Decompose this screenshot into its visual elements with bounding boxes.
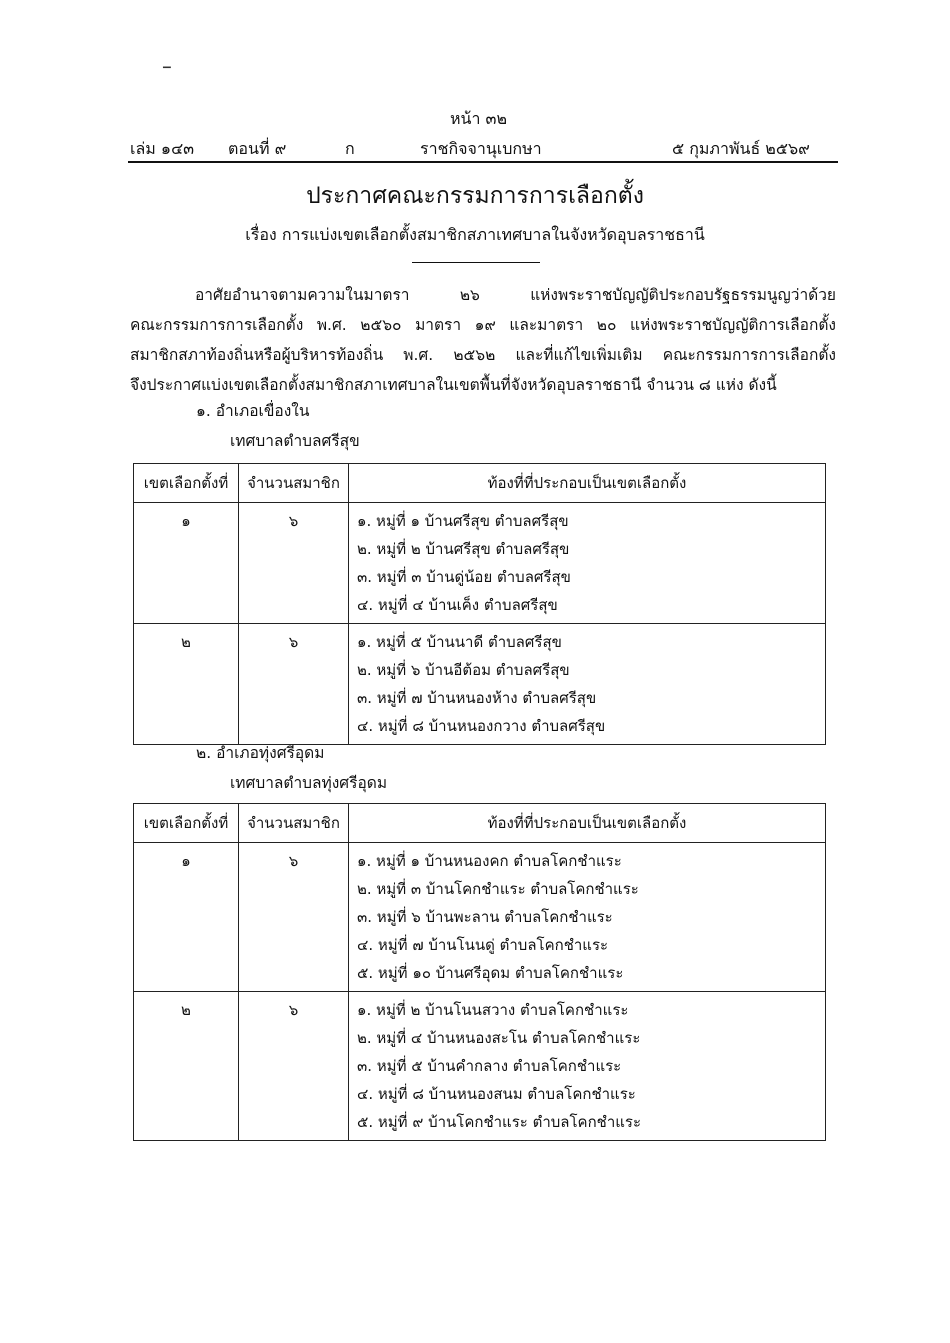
column-header: จำนวนสมาชิก [239,464,349,503]
zone-number: ๑ [134,843,239,992]
municipality-heading: เทศบาลตำบลศรีสุข [230,432,360,450]
preamble-line: อาศัยอำนาจตามความในมาตรา ๒๖ แห่งพระราชบัญญัติประกอบรัฐธรรมนูญว่าด้วย [195,286,836,304]
publication-date: ๕ กุมภาพันธ์ ๒๕๖๙ [672,139,810,158]
column-header: จำนวนสมาชิก [239,804,349,843]
district-heading: ๑. อำเภอเขื่องใน [196,402,310,420]
column-header: เขตเลือกตั้งที่ [134,804,239,843]
preamble-line: สมาชิกสภาท้องถิ่นหรือผู้บริหารท้องถิ่น พ.ศ. ๒๕๖๒ และที่แก้ไขเพิ่มเติม คณะกรรมการการเลือกตั้ง [130,346,836,364]
document-title: ประกาศคณะกรรมการการเลือกตั้ง [306,183,644,209]
place-item: ๑. หมู่ที่ ๑ บ้านหนองคก ตำบลโคกชำแระ [357,852,622,870]
member-count: ๖ [239,503,349,624]
place-item: ๑. หมู่ที่ ๕ บ้านนาดี ตำบลศรีสุข [357,633,562,651]
preamble-line: คณะกรรมการการเลือกตั้ง พ.ศ. ๒๕๖๐ มาตรา ๑๙ และมาตรา ๒๐ แห่งพระราชบัญญัติการเลือกตั้ง [130,316,836,334]
place-item: ๒. หมู่ที่ ๓ บ้านโคกชำแระ ตำบลโคกชำแระ [357,880,639,898]
preamble [130,280,836,400]
table-header-row [134,464,826,503]
place-item: ๒. หมู่ที่ ๔ บ้านหนองสะโน ตำบลโคกชำแระ [357,1029,641,1047]
preamble-line: จึงประกาศแบ่งเขตเลือกตั้งสมาชิกสภาเทศบาลในเขตพื้นที่จังหวัดอุบลราชธานี จำนวน ๘ แห่ง ดังนี้ [130,376,777,394]
page-number: หน้า ๓๒ [450,109,508,128]
place-item: ๔. หมู่ที่ ๘ บ้านหนองกวาง ตำบลศรีสุข [357,717,606,735]
place-item: ๔. หมู่ที่ ๔ บ้านเค็ง ตำบลศรีสุข [357,596,558,614]
place-item: ๓. หมู่ที่ ๓ บ้านดู่น้อย ตำบลศรีสุข [357,568,571,586]
zone-places [349,843,826,992]
place-item: ๒. หมู่ที่ ๖ บ้านอีต้อม ตำบลศรีสุข [357,661,570,679]
publication-name: ราชกิจจานุเบกษา [420,139,542,158]
place-item: ๓. หมู่ที่ ๗ บ้านหนองห้าง ตำบลศรีสุข [357,689,597,707]
section: ก [345,139,355,158]
header-rule [128,161,838,163]
place-item: ๔. หมู่ที่ ๗ บ้านโนนดู่ ตำบลโคกชำแระ [357,936,609,954]
table-row [134,992,826,1141]
document-subtitle: เรื่อง การแบ่งเขตเลือกตั้งสมาชิกสภาเทศบาลในจังหวัดอุบลราชธานี [245,225,705,244]
municipality-heading: เทศบาลตำบลทุ่งศรีอุดม [230,774,388,792]
place-item: ๑. หมู่ที่ ๒ บ้านโนนสวาง ตำบลโคกชำแระ [357,1001,629,1019]
zone-number: ๒ [134,992,239,1141]
zone-places [349,992,826,1141]
issue: ตอนที่ ๙ [228,139,287,158]
zone-number: ๒ [134,624,239,745]
column-header: ท้องที่ที่ประกอบเป็นเขตเลือกตั้ง [349,804,826,843]
zone-table [133,803,826,1141]
member-count: ๖ [239,624,349,745]
zone-table [133,463,826,745]
zone-number: ๑ [134,503,239,624]
place-item: ๒. หมู่ที่ ๒ บ้านศรีสุข ตำบลศรีสุข [357,540,570,558]
title-divider [412,262,540,263]
table-header-row [134,804,826,843]
table-row [134,624,826,745]
column-header: ท้องที่ที่ประกอบเป็นเขตเลือกตั้ง [349,464,826,503]
zone-places [349,503,826,624]
place-item: ๕. หมู่ที่ ๑๐ บ้านศรีอุดม ตำบลโคกชำแระ [357,964,624,982]
member-count: ๖ [239,843,349,992]
place-item: ๔. หมู่ที่ ๘ บ้านหนองสนม ตำบลโคกชำแระ [357,1085,636,1103]
place-item: ๑. หมู่ที่ ๑ บ้านศรีสุข ตำบลศรีสุข [357,512,569,530]
table-row [134,843,826,992]
district-heading: ๒. อำเภอทุ่งศรีอุดม [196,744,325,762]
place-item: ๕. หมู่ที่ ๙ บ้านโคกชำแระ ตำบลโคกชำแระ [357,1113,642,1131]
place-item: ๓. หมู่ที่ ๕ บ้านคำกลาง ตำบลโคกชำแระ [357,1057,622,1075]
place-item: ๓. หมู่ที่ ๖ บ้านพะลาน ตำบลโคกชำแระ [357,908,613,926]
zone-places [349,624,826,745]
column-header: เขตเลือกตั้งที่ [134,464,239,503]
scan-mark: ▔ [163,68,171,79]
table-row [134,503,826,624]
volume: เล่ม ๑๔๓ [130,139,195,158]
member-count: ๖ [239,992,349,1141]
